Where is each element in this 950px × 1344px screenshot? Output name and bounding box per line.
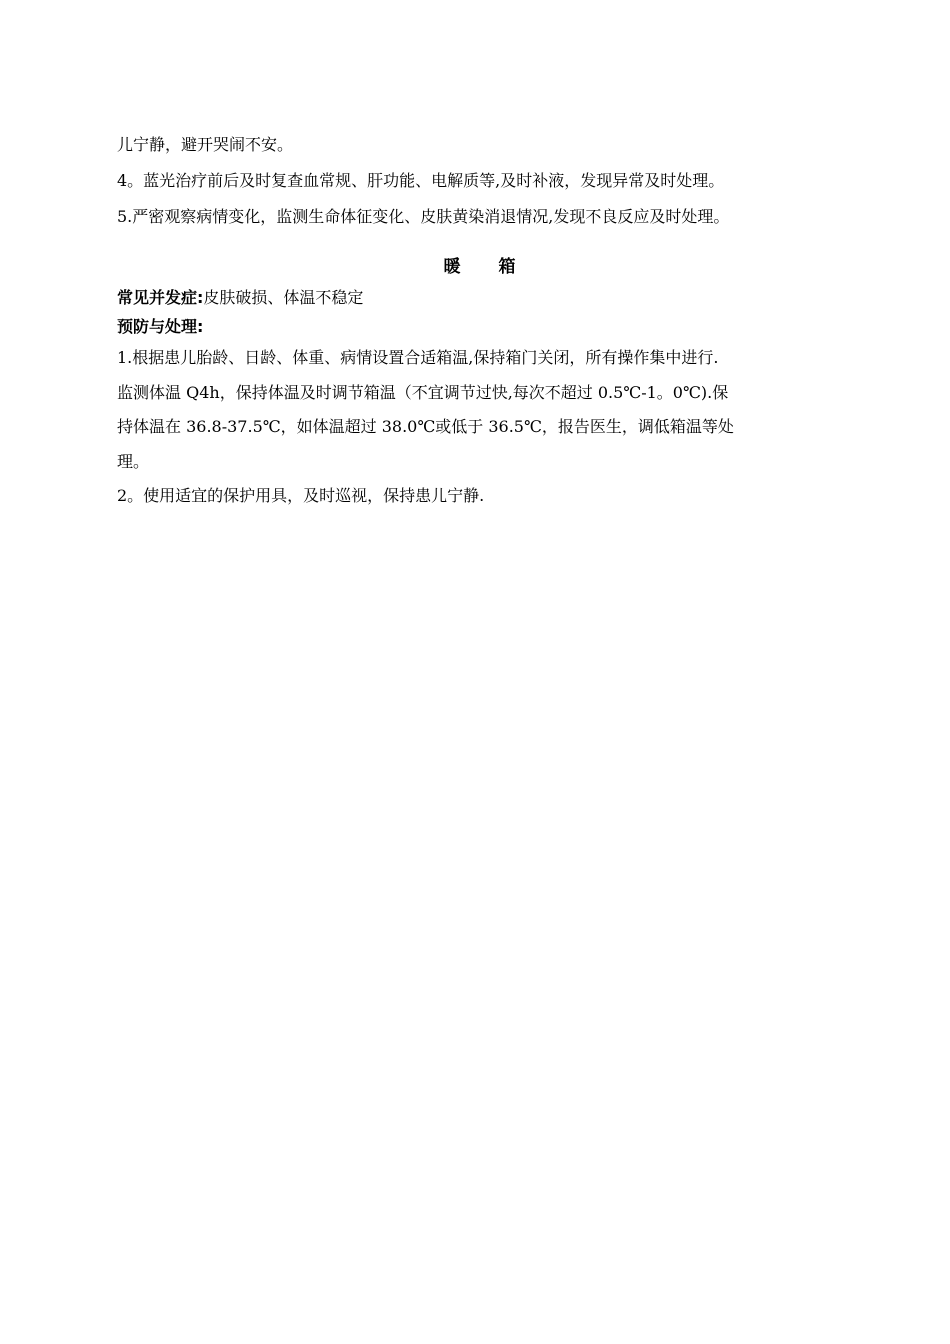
paragraph-line: 儿宁静，避开哭闹不安。: [117, 135, 294, 154]
complications-label: 常见并发症:: [117, 288, 204, 307]
paragraph-line: 1.根据患儿胎龄、日龄、体重、病情设置合适箱温,保持箱门关闭，所有操作集中进行.: [117, 348, 719, 367]
document-page: [117, 127, 842, 514]
complications-text: 皮肤破损、体温不稳定: [203, 288, 364, 307]
section-title: 暖 箱: [443, 257, 532, 277]
paragraph-line: 2。使用适宜的保护用具，及时巡视，保持患儿宁静.: [117, 486, 485, 505]
complications-line: [117, 283, 842, 312]
paragraph-line: 监测体温 Q4h，保持体温及时调节箱温（不宜调节过快,每次不超过 0.5℃-1。0℃).保: [117, 382, 729, 402]
paragraph-line: 4。蓝光治疗前后及时复查血常规、肝功能、电解质等,及时补液，发现异常及时处理。: [117, 171, 725, 190]
paragraph-line: 持体温在 36.8-37.5℃，如体温超过 38.0℃或低于 36.5℃，报告医生，调低箱温等处: [117, 417, 734, 436]
paragraph-line: 5.严密观察病情变化，监测生命体征变化、皮肤黄染消退情况,发现不良反应及时处理。: [117, 207, 730, 226]
prevention-line: [117, 312, 842, 341]
prevention-label: 预防与处理:: [117, 317, 204, 336]
incubator-section: [117, 251, 842, 514]
paragraph-line: 理。: [117, 451, 150, 471]
previous-section: [117, 127, 842, 235]
